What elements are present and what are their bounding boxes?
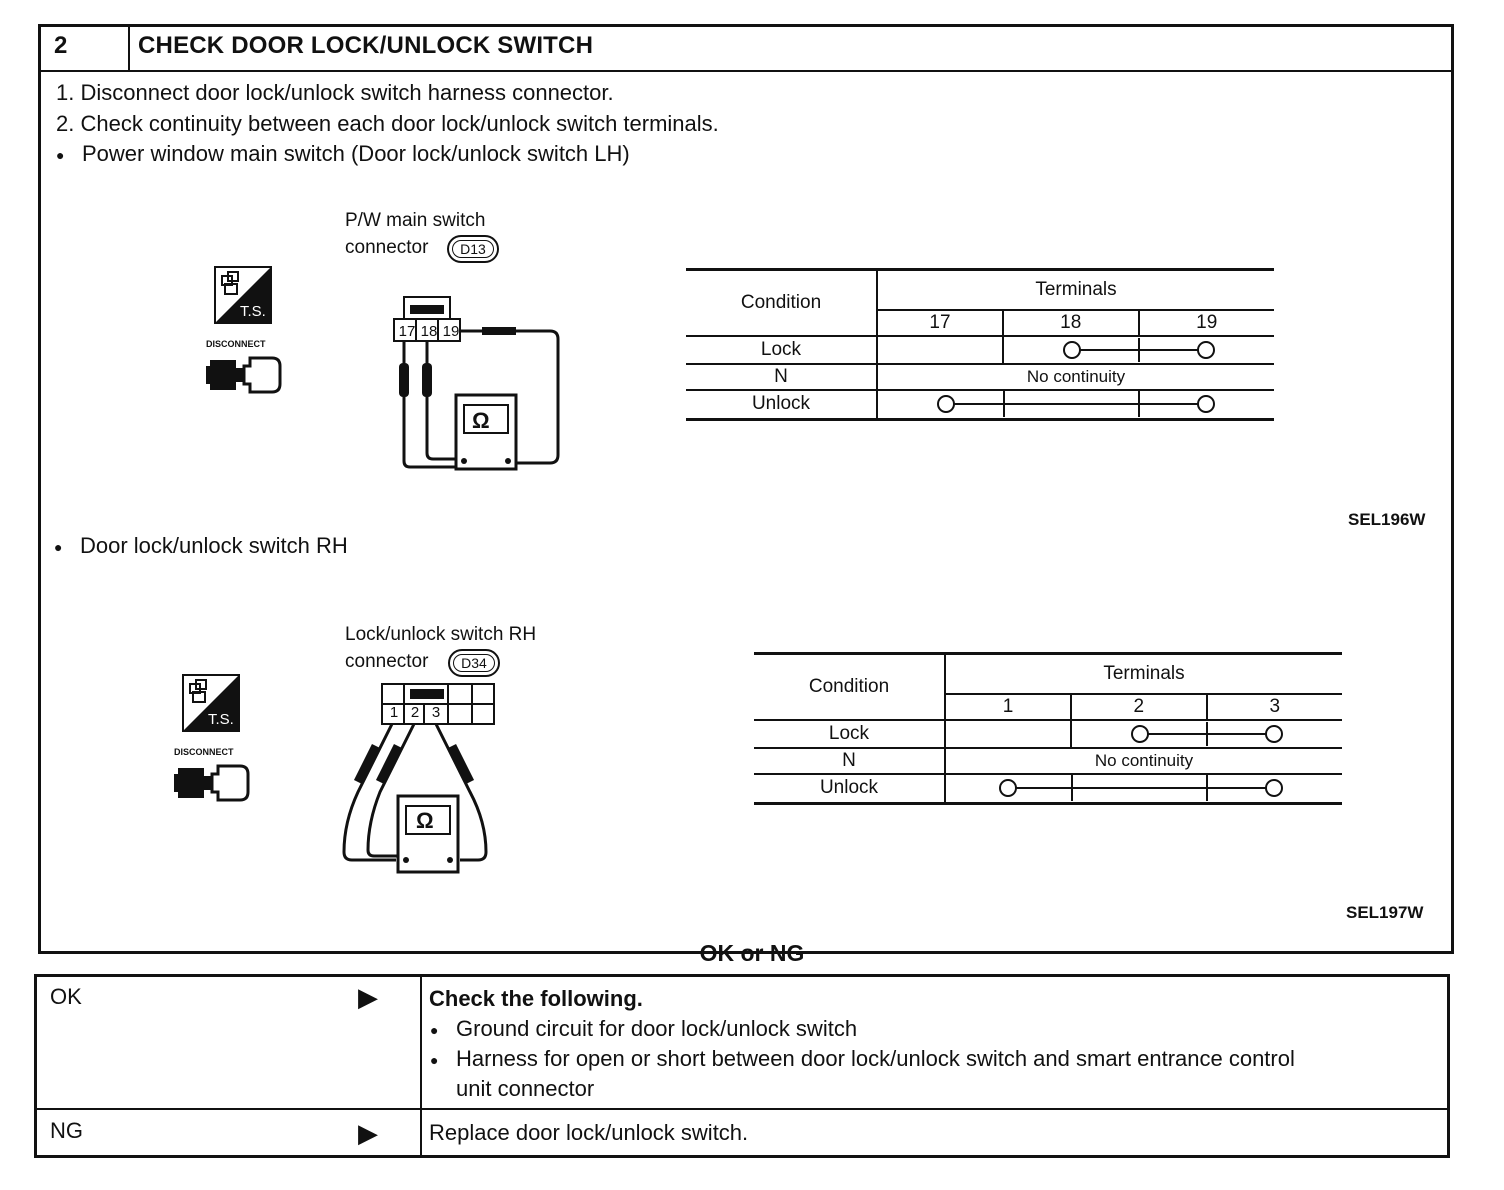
lh-unlock-connection — [877, 390, 1274, 420]
rh-no-continuity: No continuity — [945, 748, 1342, 774]
rh-terminal-3: 3 — [431, 704, 441, 721]
lh-figure-code: SEL196W — [1348, 510, 1426, 529]
lh-col-17: 17 — [877, 310, 1003, 336]
lh-condition-header: Condition — [686, 270, 877, 336]
rh-unlock-connection — [945, 774, 1342, 804]
lh-terminal-18: 18 — [420, 323, 438, 340]
rh-terminals-header: Terminals — [945, 654, 1342, 694]
rh-col-3: 3 — [1207, 694, 1343, 720]
ok-item-1: ● Ground circuit for door lock/unlock switch — [456, 1016, 857, 1042]
lh-terminals-header: Terminals — [877, 270, 1274, 310]
rh-terminal-2: 2 — [410, 704, 420, 721]
ng-arrow-icon: ▶ — [358, 1118, 378, 1148]
lh-ohm-meter-symbol: Ω — [472, 408, 490, 433]
rh-col-2: 2 — [1071, 694, 1207, 720]
rh-terminal-1: 1 — [389, 704, 399, 721]
ok-item-2-continued: unit connector — [456, 1076, 595, 1101]
ok-arrow-icon: ▶ — [358, 982, 378, 1012]
lh-connector-label-1: P/W main switch — [345, 210, 486, 231]
lh-row-lock: Lock — [686, 336, 877, 364]
lh-connector-label-2: connector — [345, 237, 429, 258]
rh-connector-id: D34 — [453, 654, 495, 672]
results-row-divider — [34, 1108, 1450, 1110]
ok-item-2: ● Harness for open or short between door lock/unlock switch and smart entrance control — [456, 1046, 1295, 1072]
ng-label: NG — [50, 1118, 83, 1143]
lh-continuity-table — [686, 268, 1274, 421]
rh-condition-header: Condition — [754, 654, 945, 720]
rh-connector-id-badge — [448, 649, 500, 677]
step-number: 2 — [54, 32, 68, 59]
ng-text: Replace door lock/unlock switch. — [429, 1120, 749, 1145]
lh-terminal-17: 17 — [398, 323, 416, 340]
rh-col-1: 1 — [945, 694, 1071, 720]
results-col-divider — [420, 974, 422, 1158]
lh-row-n: N — [686, 364, 877, 390]
step-title: CHECK DOOR LOCK/UNLOCK SWITCH — [138, 32, 594, 59]
lh-connector-id: D13 — [452, 240, 494, 258]
rh-row-unlock: Unlock — [754, 774, 945, 804]
disconnect-icon-rh — [172, 758, 252, 808]
disconnect-label-lh: DISCONNECT — [206, 339, 266, 349]
disconnect-label-rh: DISCONNECT — [174, 747, 234, 757]
rh-connector-label-2: connector — [345, 651, 429, 672]
ok-or-ng-heading: OK or NG — [699, 940, 805, 966]
rh-ohm-meter-symbol: Ω — [416, 808, 434, 833]
lh-lock-connection — [1003, 336, 1274, 364]
disconnect-icon-lh — [204, 350, 284, 400]
rh-lock-connection — [1071, 720, 1342, 748]
instruction-2: 2. Check continuity between each door lock/unlock switch terminals. — [56, 111, 719, 136]
rh-row-lock: Lock — [754, 720, 945, 748]
rh-connector-label-1: Lock/unlock switch RH — [345, 624, 537, 645]
step-number-divider — [128, 24, 130, 72]
rh-figure-code: SEL197W — [1346, 903, 1424, 922]
header-divider — [38, 70, 1454, 72]
lh-col-18: 18 — [1003, 310, 1139, 336]
ts-label-rh: T.S. — [208, 711, 234, 728]
ts-label-lh: T.S. — [240, 303, 266, 320]
ok-heading: Check the following. — [429, 986, 643, 1011]
lh-col-19: 19 — [1139, 310, 1275, 336]
lh-connector-id-badge — [447, 235, 499, 263]
instruction-1: 1. Disconnect door lock/unlock switch harness connector. — [56, 80, 614, 105]
lh-terminal-19: 19 — [442, 323, 460, 340]
rh-row-n: N — [754, 748, 945, 774]
rh-bullet: ● Door lock/unlock switch RH — [80, 533, 348, 559]
lh-no-continuity: No continuity — [877, 364, 1274, 390]
ok-label: OK — [50, 984, 82, 1009]
instruction-lh-bullet: ● Power window main switch (Door lock/unlock switch LH) — [82, 141, 630, 167]
rh-continuity-table — [754, 652, 1342, 805]
lh-row-unlock: Unlock — [686, 390, 877, 420]
